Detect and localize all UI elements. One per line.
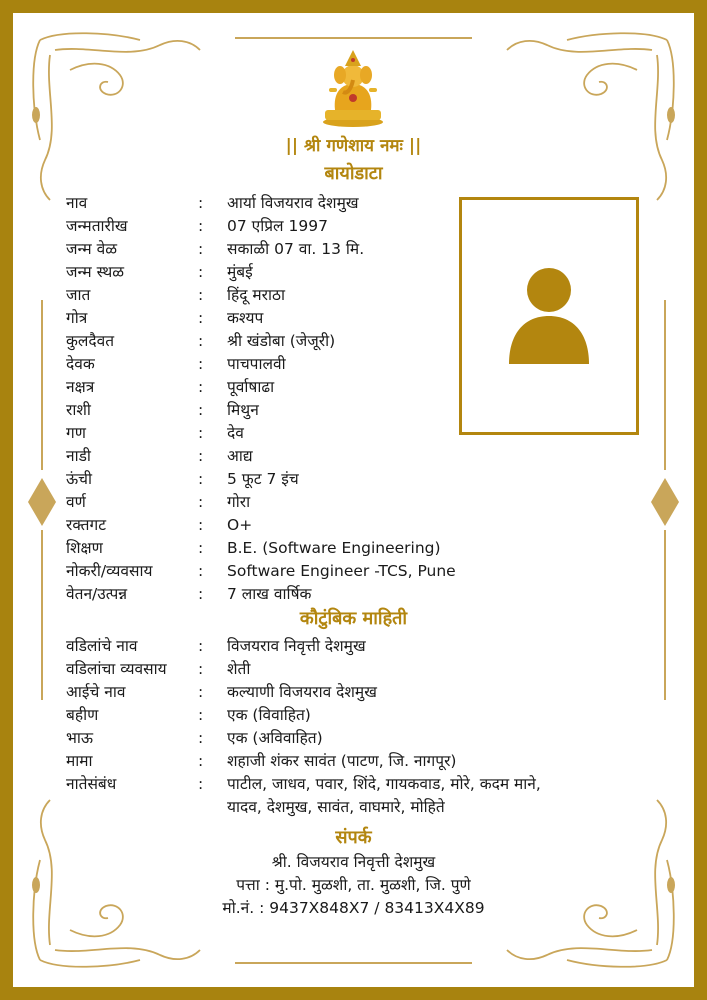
ganesh-icon xyxy=(321,48,385,128)
detail-row xyxy=(66,445,586,468)
row-label: देवक xyxy=(66,355,95,373)
person-icon xyxy=(509,264,589,364)
row-label: शिक्षण xyxy=(66,539,103,557)
row-value: पाटील, जाधव, पवार, शिंदे, गायकवाड, मोरे, कदम माने, यादव, देशमुख, सावंत, वाघमारे, मोहिते xyxy=(227,775,541,816)
row-colon: : xyxy=(198,516,204,534)
family-row xyxy=(66,658,586,681)
row-colon: : xyxy=(198,562,204,580)
row-colon: : xyxy=(198,194,204,212)
row-colon: : xyxy=(198,493,204,511)
family-heading: कौटुंबिक माहिती xyxy=(299,608,408,629)
row-value: आद्य xyxy=(227,447,253,465)
row-label: नोकरी/व्यवसाय xyxy=(66,562,153,580)
row-value: सकाळी 07 वा. 13 मि. xyxy=(227,240,365,258)
row-label: वडिलांचे नाव xyxy=(66,637,138,655)
row-value: मिथुन xyxy=(227,401,259,419)
detail-row xyxy=(66,468,586,491)
row-label: वडिलांचा व्यवसाय xyxy=(66,660,167,678)
row-value: श्री खंडोबा (जेजूरी) xyxy=(227,332,336,350)
row-colon: : xyxy=(198,706,204,724)
row-label: जात xyxy=(66,286,91,304)
row-label: जन्म स्थळ xyxy=(66,263,125,281)
row-colon: : xyxy=(198,752,204,770)
row-label: वर्ण xyxy=(66,493,86,511)
contact-phone: मो.नं. : 9437X848X7 / 83413X4X89 xyxy=(222,899,485,917)
row-colon: : xyxy=(198,332,204,350)
family-row xyxy=(66,681,586,704)
contact-address: पत्ता : मु.पो. मुळशी, ता. मुळशी, जि. पुणे xyxy=(236,876,471,894)
contact-heading: संपर्क xyxy=(335,827,372,848)
row-value: कल्याणी विजयराव देशमुख xyxy=(227,683,377,701)
row-colon: : xyxy=(198,637,204,655)
row-colon: : xyxy=(198,240,204,258)
row-colon: : xyxy=(198,683,204,701)
row-colon: : xyxy=(198,309,204,327)
row-value: आर्या विजयराव देशमुख xyxy=(227,194,359,212)
row-colon: : xyxy=(198,585,204,603)
row-label: जन्मतारीख xyxy=(66,217,128,235)
row-value: O+ xyxy=(227,516,253,534)
row-colon: : xyxy=(198,401,204,419)
detail-row xyxy=(66,491,586,514)
row-label: रक्तगट xyxy=(66,516,107,534)
row-value: पूर्वाषाढा xyxy=(227,378,275,396)
row-colon: : xyxy=(198,729,204,747)
row-label: नाडी xyxy=(66,447,91,465)
row-label: जन्म वेळ xyxy=(66,240,118,258)
row-label: राशी xyxy=(66,401,91,419)
row-value: देव xyxy=(227,424,244,442)
row-colon: : xyxy=(198,775,204,793)
row-label: गोत्र xyxy=(66,309,88,327)
row-value: विजयराव निवृत्ती देशमुख xyxy=(227,637,366,655)
family-row xyxy=(66,704,586,727)
row-label: वेतन/उत्पन्न xyxy=(66,585,128,603)
row-value: 07 एप्रिल 1997 xyxy=(227,217,328,235)
row-colon: : xyxy=(198,660,204,678)
row-value: कश्यप xyxy=(227,309,264,327)
photo-placeholder xyxy=(459,197,639,435)
row-label: नक्षत्र xyxy=(66,378,95,396)
row-value: हिंदू मराठा xyxy=(227,286,286,304)
row-label: नाव xyxy=(66,194,88,212)
detail-row xyxy=(66,560,586,583)
detail-row xyxy=(66,514,586,537)
row-value: B.E. (Software Engineering) xyxy=(227,539,441,557)
row-value: पाचपालवी xyxy=(227,355,286,373)
row-value: एक (विवाहित) xyxy=(227,706,311,724)
row-label: भाऊ xyxy=(66,729,94,747)
family-row xyxy=(66,773,586,819)
row-label: मामा xyxy=(66,752,93,770)
row-label: कुलदैवत xyxy=(66,332,115,350)
biodata-title: बायोडाटा xyxy=(324,163,383,184)
row-value: 5 फूट 7 इंच xyxy=(227,470,299,488)
row-colon: : xyxy=(198,378,204,396)
row-value: शहाजी शंकर सावंत (पाटण, जि. नागपूर) xyxy=(227,752,457,770)
row-label: ऊंची xyxy=(66,470,93,488)
family-row xyxy=(66,635,586,658)
row-colon: : xyxy=(198,539,204,557)
detail-row xyxy=(66,583,586,606)
detail-row xyxy=(66,537,586,560)
row-colon: : xyxy=(198,263,204,281)
shloka-heading: || श्री गणेशाय नमः || xyxy=(285,136,422,156)
row-value: एक (अविवाहित) xyxy=(227,729,323,747)
row-label: नातेसंबंध xyxy=(66,775,117,793)
row-colon: : xyxy=(198,217,204,235)
family-row xyxy=(66,727,586,750)
row-value: 7 लाख वार्षिक xyxy=(227,585,312,603)
row-value: Software Engineer -TCS, Pune xyxy=(227,562,456,580)
row-label: गण xyxy=(66,424,86,442)
row-value: शेती xyxy=(227,660,251,678)
row-label: आईचे नाव xyxy=(66,683,126,701)
row-value: मुंबई xyxy=(227,263,253,281)
row-colon: : xyxy=(198,470,204,488)
row-value: गोरा xyxy=(227,493,251,511)
contact-name: श्री. विजयराव निवृत्ती देशमुख xyxy=(271,853,436,871)
row-colon: : xyxy=(198,286,204,304)
row-label: बहीण xyxy=(66,706,99,724)
family-details xyxy=(66,635,586,819)
family-row xyxy=(66,750,586,773)
row-colon: : xyxy=(198,447,204,465)
row-colon: : xyxy=(198,355,204,373)
row-colon: : xyxy=(198,424,204,442)
